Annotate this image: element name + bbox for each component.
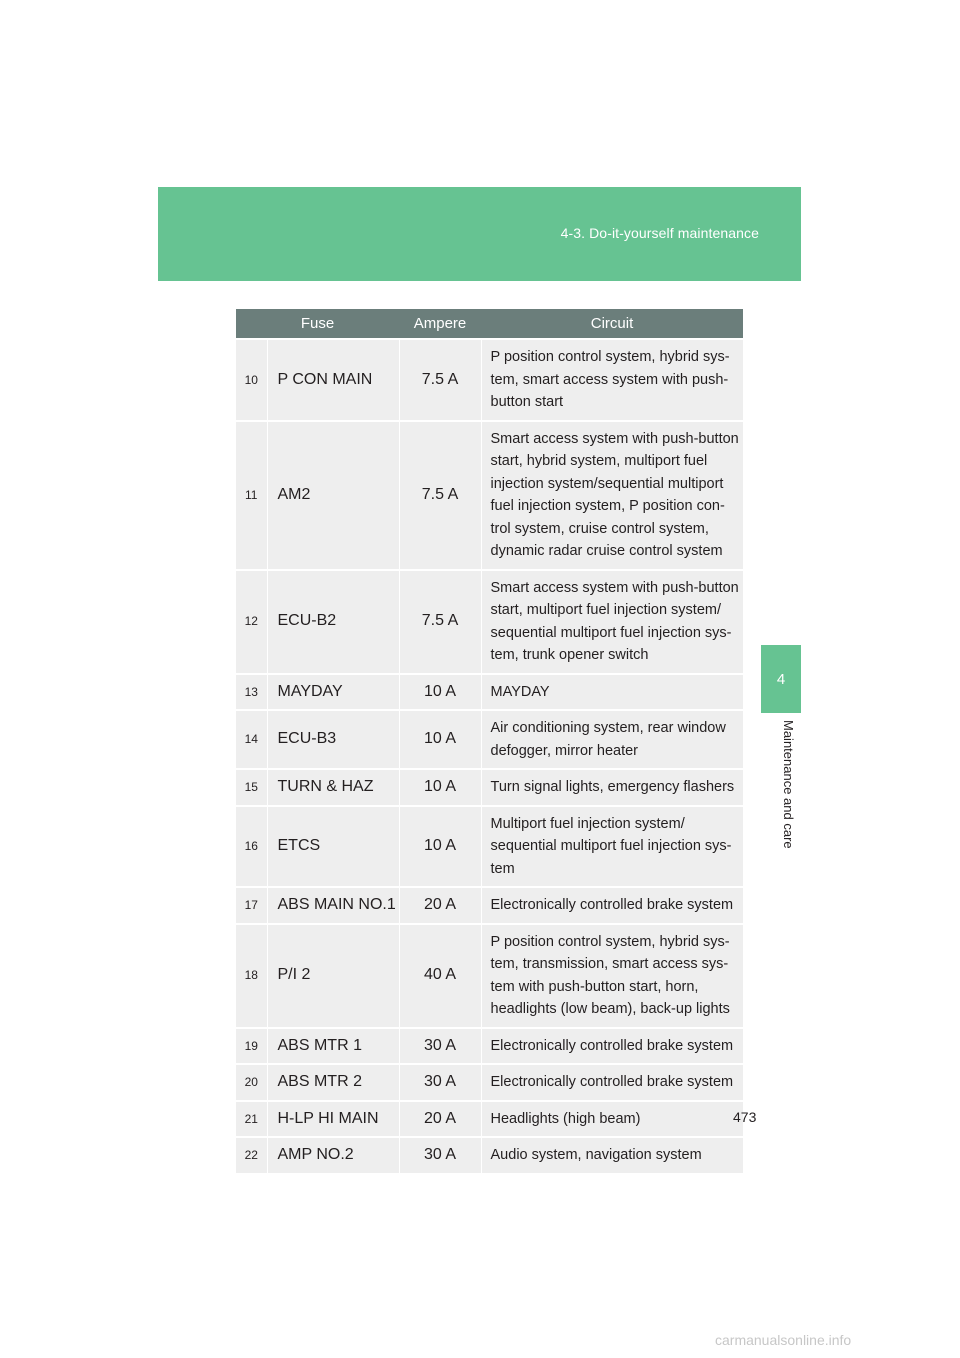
circuit-line: Smart access system with push-button: [490, 430, 739, 447]
fuse-circuit: [481, 421, 743, 570]
fuse-circuit: [481, 806, 743, 888]
fuse-number: 10: [236, 339, 267, 421]
column-header-circuit: Circuit: [481, 309, 743, 339]
fuse-ampere: 10 A: [399, 674, 481, 711]
circuit-line: tem with push-button start, horn,: [490, 978, 699, 995]
fuse-number: 13: [236, 674, 267, 711]
fuse-ampere: 10 A: [399, 806, 481, 888]
fuse-ampere: 20 A: [399, 1101, 481, 1138]
fuse-number: 21: [236, 1101, 267, 1138]
circuit-line: tem: [490, 860, 515, 877]
circuit-line: fuel injection system, P position con-: [490, 498, 725, 514]
fuse-number: 11: [236, 421, 267, 570]
fuse-circuit: [481, 1064, 743, 1101]
fuse-number: 12: [236, 570, 267, 674]
fuse-number: 14: [236, 710, 267, 769]
fuse-name: P/I 2: [267, 924, 399, 1028]
table-row: [236, 570, 743, 674]
fuse-name: TURN & HAZ: [267, 769, 399, 806]
fuse-number: 22: [236, 1137, 267, 1173]
fuse-ampere: 30 A: [399, 1064, 481, 1101]
fuse-name: AMP NO.2: [267, 1137, 399, 1173]
fuse-circuit: [481, 1101, 743, 1138]
circuit-line: Turn signal lights, emergency flashers: [490, 779, 735, 795]
circuit-line: defogger, mirror heater: [490, 742, 639, 759]
fuse-number: 17: [236, 887, 267, 924]
fuse-number: 15: [236, 769, 267, 806]
table-row: [236, 806, 743, 888]
table-body: [236, 339, 743, 1173]
circuit-line: dynamic radar cruise control system: [490, 543, 723, 559]
fuse-circuit: [481, 674, 743, 711]
fuse-ampere: 40 A: [399, 924, 481, 1028]
fuse-circuit: [481, 339, 743, 421]
circuit-line: sequential multiport fuel injection sys-: [490, 624, 732, 641]
table-row: [236, 1101, 743, 1138]
column-header-fuse: Fuse: [236, 309, 399, 339]
section-header-band: [158, 187, 801, 281]
fuse-ampere: 30 A: [399, 1137, 481, 1173]
fuse-name: H-LP HI MAIN: [267, 1101, 399, 1138]
chapter-tab: [761, 645, 801, 713]
fuse-table: [236, 309, 743, 1173]
circuit-line: button start: [490, 394, 564, 410]
fuse-name: ABS MTR 2: [267, 1064, 399, 1101]
fuse-ampere: 10 A: [399, 710, 481, 769]
fuse-ampere: 10 A: [399, 769, 481, 806]
fuse-ampere: 20 A: [399, 887, 481, 924]
fuse-name: AM2: [267, 421, 399, 570]
fuse-ampere: 30 A: [399, 1028, 481, 1065]
table-row: [236, 1064, 743, 1101]
fuse-name: ETCS: [267, 806, 399, 888]
table-row: [236, 1028, 743, 1065]
watermark: carmanualsonline.info: [715, 1332, 852, 1348]
circuit-line: Headlights (high beam): [490, 1110, 641, 1127]
table-row: [236, 769, 743, 806]
fuse-circuit: [481, 1028, 743, 1065]
fuse-ampere: 7.5 A: [399, 339, 481, 421]
circuit-line: start, multiport fuel injection system/: [490, 602, 721, 618]
table-row: [236, 924, 743, 1028]
chapter-number: 4: [776, 670, 786, 688]
fuse-circuit: [481, 710, 743, 769]
fuse-circuit: [481, 887, 743, 924]
circuit-line: MAYDAY: [490, 683, 550, 700]
table-row: [236, 710, 743, 769]
circuit-line: Electronically controlled brake system: [490, 1074, 734, 1090]
circuit-line: injection system/sequential multiport: [490, 475, 724, 492]
table-row: [236, 887, 743, 924]
circuit-line: Multiport fuel injection system/: [490, 815, 685, 832]
circuit-line: start, hybrid system, multiport fuel: [490, 453, 708, 469]
circuit-line: tem, transmission, smart access sys-: [490, 956, 729, 972]
circuit-line: Electronically controlled brake system: [490, 1037, 734, 1054]
fuse-name: P CON MAIN: [267, 339, 399, 421]
fuse-name: ABS MAIN NO.1: [267, 887, 399, 924]
column-header-ampere: Ampere: [399, 309, 481, 339]
fuse-number: 20: [236, 1064, 267, 1101]
fuse-circuit: [481, 570, 743, 674]
circuit-line: headlights (low beam), back-up lights: [490, 1001, 730, 1017]
table-row: [236, 1137, 743, 1173]
fuse-number: 16: [236, 806, 267, 888]
circuit-line: tem, trunk opener switch: [490, 647, 649, 663]
chapter-label: Maintenance and care: [781, 720, 796, 849]
circuit-line: P position control system, hybrid sys-: [490, 349, 730, 365]
fuse-name: ECU-B2: [267, 570, 399, 674]
circuit-line: P position control system, hybrid sys-: [490, 933, 730, 950]
fuse-name: ECU-B3: [267, 710, 399, 769]
fuse-circuit: [481, 1137, 743, 1173]
circuit-line: Air conditioning system, rear window: [490, 720, 726, 736]
table-row: [236, 339, 743, 421]
circuit-line: tem, smart access system with push-: [490, 371, 729, 388]
circuit-line: Electronically controlled brake system: [490, 897, 734, 913]
fuse-ampere: 7.5 A: [399, 570, 481, 674]
table-row: [236, 674, 743, 711]
fuse-name: MAYDAY: [267, 674, 399, 711]
table-row: [236, 421, 743, 570]
circuit-line: Audio system, navigation system: [490, 1147, 702, 1163]
section-title: 4-3. Do-it-yourself maintenance: [560, 225, 759, 241]
page-number: 473: [733, 1109, 757, 1125]
fuse-circuit: [481, 924, 743, 1028]
circuit-line: trol system, cruise control system,: [490, 520, 709, 537]
circuit-line: Smart access system with push-button: [490, 579, 739, 596]
table-header-row: [236, 309, 743, 339]
circuit-line: sequential multiport fuel injection sys-: [490, 838, 732, 854]
fuse-ampere: 7.5 A: [399, 421, 481, 570]
fuse-name: ABS MTR 1: [267, 1028, 399, 1065]
fuse-number: 18: [236, 924, 267, 1028]
fuse-number: 19: [236, 1028, 267, 1065]
fuse-circuit: [481, 769, 743, 806]
